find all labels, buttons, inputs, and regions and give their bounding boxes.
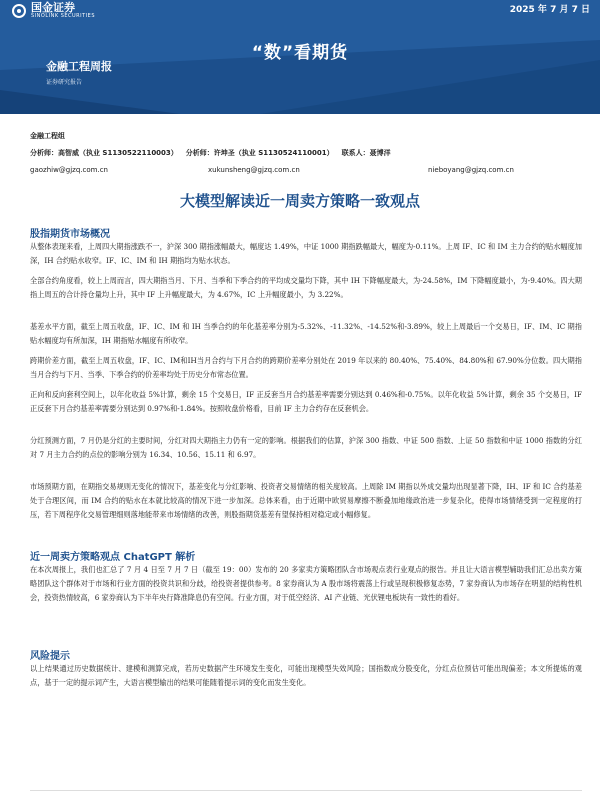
- risk-paragraph: 以上结果通过历史数据统计、建模和测算完成，若历史数据产生环境发生变化，可能出现模型失效风险；国指数成分股变化，分红点位预估可能出现偏差；本文所提炼的观点，基于一定的提示词产生，大语言模型输出的结果可能随着提示词的变化而发生变化。: [30, 664, 582, 687]
- logo-en: SINOLINK SECURITIES: [31, 13, 95, 19]
- market-paragraph-1: 从整体表现来看，上周四大期指涨跌不一，沪深 300 期指涨幅最大，幅度达 1.49%，中证 1000 期指跌幅最大，幅度为-0.11%。上周 IF、IC 和 IM 主力合约的贴水幅度加深，IH 合约贴水收窄。IF、IC、IM 和 IH 期指均为贴水状态。: [30, 242, 582, 265]
- analyst-list: [30, 148, 590, 158]
- market-paragraph-7: 市场预期方面，在期指交易规则无变化的情况下，基差变化与分红影响、投资者交易情绪的相关度较高。上周除 IM 期指以外成交量均出现显著下降，IH、IF 和 IC 合约基差处于合理区间，而 IM 合约的贴水在本就比较高的情况下进一步加深。总体来看，由于近期中欧贸易摩擦不断叠加地缘政治进一步复杂化，使得市场情绪受到一定程度的打压，若下周程序化交易管理细则落地能带来市场情绪的改善，则股指期货基差有望保持相对稳定或小幅修复。: [30, 482, 582, 519]
- email-2[interactable]: xukunsheng@gjzq.com.cn: [208, 166, 300, 174]
- analyst-1: 分析师：高智威（执业 S1130522110003）: [30, 149, 178, 157]
- email-3[interactable]: nieboyang@gjzq.com.cn: [428, 166, 514, 174]
- team-group: 金融工程组: [30, 132, 65, 140]
- market-paragraph-4: 跨期价差方面，截至上周五收盘，IF、IC、IM和IH当月合约与下月合约的跨期价差率分别处在 2019 年以来的 80.40%、75.40%、84.80%和 67.90%分位数。四大期指当月合约与下月、当季、下季合约的价差率均处于历史分布常态位置。: [30, 356, 582, 379]
- section-heading-chatgpt: 近一周卖方策略观点 ChatGPT 解析: [30, 552, 196, 563]
- contact: 联系人：聂博洋: [341, 149, 391, 157]
- report-subtype: 证券研究报告: [46, 79, 83, 86]
- section-heading-risk: 风险提示: [30, 651, 70, 662]
- footer-divider: [30, 790, 582, 791]
- report-title: “数”看期货: [251, 43, 349, 63]
- brand-logo: [12, 2, 95, 19]
- section-heading-market: 股指期货市场概况: [30, 229, 110, 240]
- market-paragraph-6: 分红预测方面，7 月仍是分红的主要时间，分红对四大期指主力仍有一定的影响。根据我们的估算，沪深 300 指数、中证 500 指数、上证 50 指数和中证 1000 指数的分红对 7 月主力合约的点位的影响分别为 16.34、10.56、15.11 和 6.97。: [30, 436, 582, 459]
- market-paragraph-3: 基差水平方面，截至上周五收盘，IF、IC、IM 和 IH 当季合约的年化基差率分别为-5.32%、-11.32%、-14.52%和-3.89%，较上上周最后一个交易日，IF、IM、IC 期指贴水幅度均有所加深，IH 期指贴水幅度有所收窄。: [30, 322, 582, 345]
- chatgpt-paragraph: 在本次周报上，我们也汇总了 7 月 4 日至 7 月 7 日（截至 19：00）发布的 20 多家卖方策略团队含市场观点表行业观点的报告。并且让大语言模型辅助我们汇总出卖方策略团队这个群体对于市场和行业方面的投资共识和分歧，给投资者提供参考。8 家券商认为 A 股市场将震荡上行或呈现积极修复态势，7 家券商认为市场存在明显的结构性机会，投资热情较高，6 家券商认为下半年央行降准降息仍有空间。行业方面，对于低空经济、AI 产业链、光伏锂电板块有一致性的看好。: [30, 565, 582, 602]
- market-paragraph-2: 全部合约角度看，较上上周而言，四大期指当月、下月、当季和下季合约的平均成交量均下降，其中 IH 下降幅度最大，为-24.58%，IM 下降幅度最小，为-9.40%。四大期指上周五的合计持仓量均上升，其中 IF 上升幅度最大，为 4.67%，IC 上升幅度最小，为 3.22%。: [30, 276, 582, 299]
- logo-icon: [12, 4, 26, 18]
- logo-cn: 国金证券: [31, 1, 75, 14]
- main-title: 大模型解读近一周卖方策略一致观点: [179, 192, 420, 210]
- email-1[interactable]: gaozhiw@gjzq.com.cn: [30, 166, 108, 174]
- report-date: 2025 年 7 月 7 日: [509, 5, 590, 15]
- header-banner: [0, 0, 600, 114]
- analyst-2: 分析师：许坤圣（执业 S1130524110001）: [185, 149, 334, 157]
- market-paragraph-5: 正向和反向套利空间上，以年化收益 5%计算，剩余 15 个交易日，IF 正反套当月合约基差率需要分别达到 0.46%和-0.75%。以年化收益 5%计算，剩余 35 个交易日，IF 正反套下月合约基差率需要分别达到 0.97%和-1.84%。按照收盘价格看，目前 IF 主力合约存在反套机会。: [30, 390, 582, 413]
- report-type: 金融工程周报: [46, 60, 112, 73]
